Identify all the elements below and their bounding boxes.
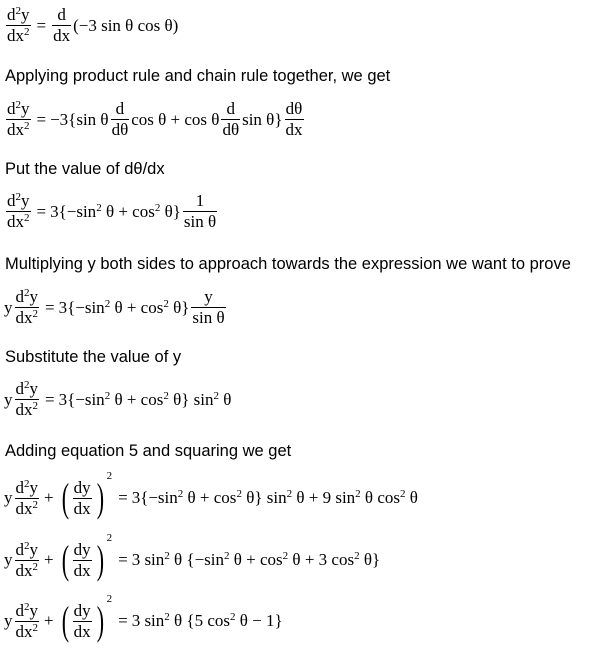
plus-sign: + xyxy=(44,488,54,507)
equals-sign: = xyxy=(36,201,47,221)
expression-part: sin θ} xyxy=(242,109,283,129)
y-prefix: y xyxy=(4,488,13,507)
y-prefix: y xyxy=(4,389,13,409)
equation-5 xyxy=(4,380,231,419)
d2y-dx2-fraction: $\frac{d^2y}{dx^2}$ xyxy=(15,600,38,641)
expression: 3 $\sin^2 \theta$ {$-\sin^2$ $\theta + \cos^2 \theta + 3$ $\cos^2 \theta$} xyxy=(131,550,381,569)
equation-4 xyxy=(4,288,228,327)
explanation-text-4: Substitute the value of y xyxy=(5,348,182,366)
equals-sign: = xyxy=(45,297,55,317)
d2y-dx2-fraction: $\frac{d^2y}{dx^2}$ xyxy=(15,287,38,327)
equation-6 xyxy=(4,470,418,520)
dtheta-dx-fraction: $\frac{d\theta}{dx}$ xyxy=(285,99,303,139)
equals-sign: = xyxy=(45,389,55,409)
dy-dx-squared: ( $\frac{dy}{dx}$ ) 2 xyxy=(61,470,113,520)
equation-7 xyxy=(4,532,381,582)
equals-sign: = xyxy=(36,15,47,35)
expression: 3 $\sin^2 \theta$ {5 $\cos^2 \theta - 1$} xyxy=(131,611,283,630)
dy-dx-squared: ( $\frac{dy}{dx}$ ) 2 xyxy=(61,532,113,582)
d2y-dx2-fraction: $\frac{d^2y}{dx^2}$ xyxy=(15,379,38,419)
equals-sign: = xyxy=(118,611,128,630)
y-prefix: y xyxy=(4,550,13,569)
plus-sign: + xyxy=(44,611,54,630)
expression: $3\{-\sin^2$ $\theta + \cos^2 \theta$} $\sin^2 \theta$ xyxy=(58,389,232,409)
d2y-dx2-fraction: $\frac{d^2y}{dx^2}$ xyxy=(7,191,30,231)
explanation-text-2: Put the value of dθ/dx xyxy=(5,160,165,178)
y-over-sin-fraction: $\frac{y}{\text{sin θ}}$ xyxy=(192,287,225,327)
plus-sign: + xyxy=(44,550,54,569)
d-dtheta-fraction: $\frac{d}{d\theta}$ xyxy=(111,99,129,139)
one-over-sin-fraction: $\frac{1}{\text{sin θ}}$ xyxy=(183,191,217,231)
equation-2 xyxy=(4,100,306,139)
expression: $3\{-\sin^2$ $\theta + \cos^2 \theta$} xyxy=(50,201,181,221)
expression-part: cos θ + cos θ xyxy=(131,109,220,129)
equals-sign: = xyxy=(36,109,47,129)
y-prefix: y xyxy=(4,297,13,317)
d-dx-operator: $\frac{d}{dx}$ xyxy=(53,5,71,45)
equals-sign: = xyxy=(118,550,128,569)
equals-sign: = xyxy=(118,488,128,507)
dy-dx-squared: ( $\frac{dy}{dx}$ ) 2 xyxy=(61,593,113,643)
expression: $3\{-\sin^2$ $\theta + \cos^2 \theta$} xyxy=(58,297,190,317)
expression-part: −3{sin θ xyxy=(50,109,109,129)
equation-8 xyxy=(4,593,283,643)
d2y-dx2-fraction: $\frac{d^2y}{dx^2}$ xyxy=(7,5,30,45)
y-prefix: y xyxy=(4,611,13,630)
explanation-text-1: Applying product rule and chain rule together, we get xyxy=(5,67,391,85)
d2y-dx2-fraction: $\frac{d^2y}{dx^2}$ xyxy=(7,99,30,139)
equation-3 xyxy=(4,192,219,231)
expression: $3\{-\sin^2$ $\theta + \cos^2 \theta$} $\sin^2 \theta + 9$ $\sin^2 \theta$ $\cos^2 \theta$ xyxy=(131,488,418,507)
d-dtheta-fraction: $\frac{d}{d\theta}$ xyxy=(222,99,240,139)
expression: (−3 sin θ cos θ) xyxy=(73,15,179,35)
d2y-dx2-fraction: $\frac{d^2y}{dx^2}$ xyxy=(15,477,38,518)
explanation-text-3: Multiplying y both sides to approach towards the expression we want to prove xyxy=(5,255,571,273)
explanation-text-5: Adding equation 5 and squaring we get xyxy=(5,442,292,460)
d2y-dx2-fraction: $\frac{d^2y}{dx^2}$ xyxy=(15,539,38,580)
equation-1 xyxy=(4,6,178,45)
